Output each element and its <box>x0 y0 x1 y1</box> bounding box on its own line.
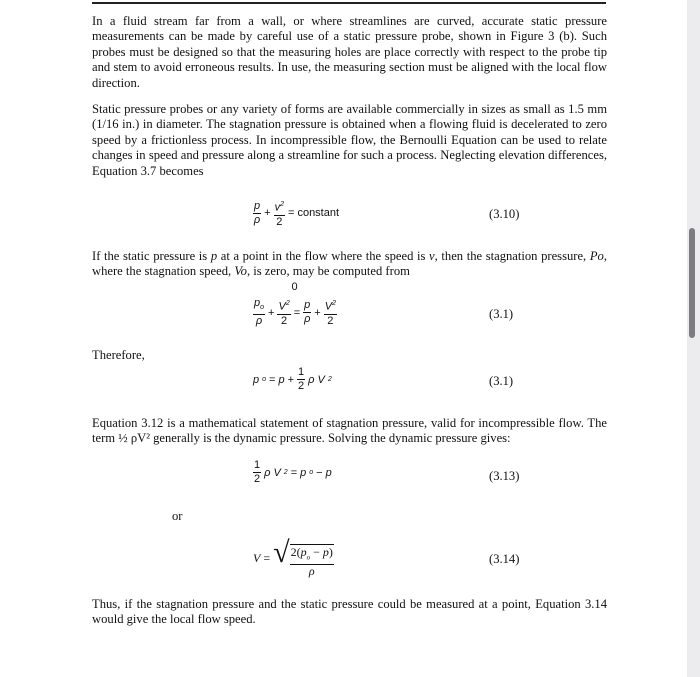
exp: 2 <box>285 300 290 308</box>
paragraph-conclusion: Thus, if the stagnation pressure and the static pressure could be measured at a point, Equation 3.14 would give the local flow speed. <box>92 597 607 627</box>
numerator <box>253 297 265 315</box>
var: p <box>254 297 261 309</box>
sub: o <box>262 376 267 383</box>
equation-3-14 <box>253 538 334 578</box>
numerator <box>277 297 290 315</box>
text: ) <box>328 545 333 559</box>
paragraph-dynamic-pressure: Equation 3.12 is a mathematical statement of stagnation pressure, valid for incompressible flow. The term ½ ρV² generally is the dynamic pressure. Solving the dynamic pressure gives: <box>92 416 607 446</box>
numerator: p <box>304 299 311 312</box>
var: V <box>324 300 333 313</box>
equals: = <box>290 466 298 479</box>
denominator: ρ <box>308 564 315 579</box>
top-rule <box>92 2 606 4</box>
var: p <box>278 373 285 386</box>
denominator: ρ <box>255 315 263 328</box>
sub: o <box>306 553 311 562</box>
plus: + <box>264 207 271 220</box>
exp: 2 <box>283 469 288 476</box>
denominator: 2 <box>327 314 334 327</box>
minus: − <box>316 466 323 479</box>
numerator <box>274 198 285 216</box>
equation-label: (3.1) <box>489 374 514 388</box>
square-root <box>273 538 334 578</box>
equation-label: (3.14) <box>489 552 520 566</box>
or-text: or <box>172 509 183 523</box>
var: v <box>429 249 435 263</box>
sub: o <box>309 469 314 476</box>
equation-3-13 <box>253 459 332 486</box>
scrollbar-thumb[interactable] <box>689 228 695 338</box>
equals: = <box>269 373 276 386</box>
paragraph-stagnation: Static pressure probes or any variety of forms are available commercially in sizes as small as 1.5 mm (1/16 in.) in diameter. The stagnation pressure is obtained when a flowing fluid is decelerated to zero speed by a frictionless process. In incompressible flow, the Bernoulli Equation can be used to relate changes in speed and pressure along a streamline for such a process. Neglecting elevation differences, Equation 3.7 becomes <box>92 102 607 178</box>
radicand <box>290 544 334 578</box>
var: v <box>274 201 281 214</box>
equation-label: (3.10) <box>489 207 520 221</box>
plus: + <box>287 373 295 386</box>
constant: = constant <box>287 207 340 220</box>
text: If the static pressure is <box>92 249 211 263</box>
numerator: 1 <box>298 366 305 378</box>
equation-3-1-stagnation <box>253 366 332 393</box>
zero-annotation: 0 <box>291 281 298 294</box>
var: p <box>300 466 307 479</box>
equation-label: (3.1) <box>489 307 514 321</box>
var: V <box>278 300 286 313</box>
exp: 2 <box>280 201 284 208</box>
var: ρ <box>264 466 271 479</box>
numerator: p <box>254 199 261 212</box>
denominator: 2 <box>276 215 283 228</box>
denominator: ρ <box>304 313 311 326</box>
var: V <box>253 550 261 565</box>
text: , is zero, may be computed from <box>246 264 410 279</box>
radical-sign: √ <box>273 536 290 569</box>
scrollbar[interactable] <box>687 0 700 677</box>
sub: o <box>260 304 265 312</box>
paragraph-static-probes: In a fluid stream far from a wall, or where streamlines are curved, accurate static pressure measurements can be made by careful use of a static pressure probe, shown in Figure 3 (b). Such probes must be designed so that the measuring holes are place correctly with respect to the probe tip and stem to avoid erroneous results. In use, the measuring section must be aligned with the local flow direction. <box>92 14 607 90</box>
var: V <box>317 373 325 386</box>
var: p <box>210 249 218 263</box>
denominator: 2 <box>281 314 288 327</box>
denominator: ρ <box>253 213 261 226</box>
var: ρ <box>308 373 315 386</box>
plus: + <box>314 306 321 319</box>
equation-label: (3.13) <box>489 469 520 483</box>
equals: = <box>293 306 301 319</box>
equals: = <box>263 550 271 565</box>
denominator: 2 <box>254 473 261 485</box>
var: V <box>273 466 281 479</box>
paragraph-stagnation-compute <box>92 249 607 280</box>
var: p <box>253 373 260 386</box>
var: Po <box>589 249 604 263</box>
therefore-text: Therefore, <box>92 348 145 362</box>
denominator: 2 <box>298 380 305 392</box>
numerator: 1 <box>254 459 261 471</box>
exp: 2 <box>332 300 336 308</box>
equation-3-10 <box>253 198 339 229</box>
var: p <box>300 545 307 559</box>
equation-3-1-bernoulli <box>253 281 337 328</box>
var: Vo <box>234 264 247 279</box>
plus: + <box>268 306 275 319</box>
var: p <box>325 466 332 479</box>
text: , then the stagnation pressure, <box>434 249 590 263</box>
text: , where the stagnation speed, <box>92 249 607 279</box>
minus: − <box>313 545 320 559</box>
exp: 2 <box>327 376 332 383</box>
var: p <box>322 545 329 559</box>
numerator <box>290 546 334 565</box>
numerator <box>324 297 337 315</box>
text: 2( <box>290 545 301 559</box>
text: at a point in the flow where the speed is <box>217 249 430 263</box>
